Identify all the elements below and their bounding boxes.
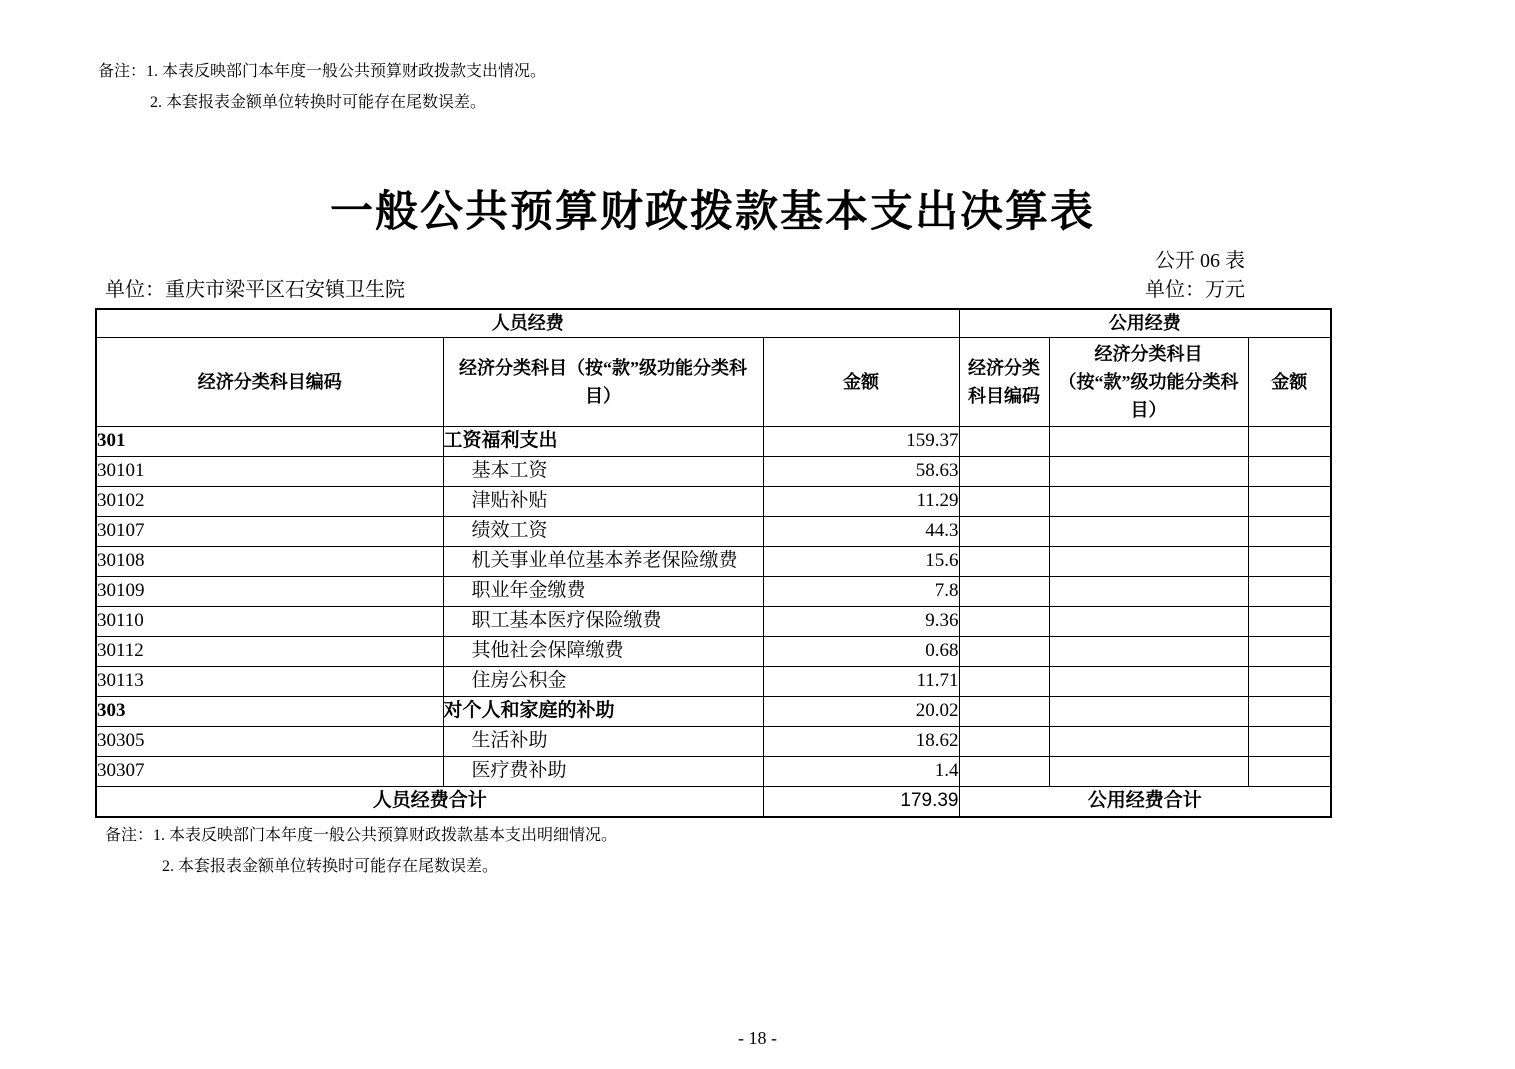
public-code-cell	[959, 636, 1049, 666]
public-amount-cell	[1248, 516, 1331, 546]
section-header-personnel: 人员经费	[96, 309, 959, 337]
row-code: 303	[96, 696, 443, 726]
table-row	[96, 516, 1331, 546]
table-row	[96, 456, 1331, 486]
row-code: 30102	[96, 486, 443, 516]
row-amount: 58.63	[763, 456, 959, 486]
public-item-cell	[1049, 696, 1248, 726]
row-item: 生活补助	[443, 726, 763, 756]
row-item: 对个人和家庭的补助	[443, 696, 763, 726]
public-amount-cell	[1248, 636, 1331, 666]
row-amount: 7.8	[763, 576, 959, 606]
table-section-header-row	[96, 309, 1331, 337]
table-row	[96, 666, 1331, 696]
row-code: 30109	[96, 576, 443, 606]
public-item-cell	[1049, 576, 1248, 606]
table-row	[96, 696, 1331, 726]
top-notes-label: 备注：	[98, 63, 147, 80]
public-amount-cell	[1248, 456, 1331, 486]
public-amount-cell	[1248, 576, 1331, 606]
row-code: 30107	[96, 516, 443, 546]
public-code-cell	[959, 606, 1049, 636]
budget-table	[95, 308, 1332, 818]
public-amount-cell	[1248, 726, 1331, 756]
public-code-cell	[959, 546, 1049, 576]
top-note-1-text: 1. 本表反映部门本年度一般公共预算财政拨款支出情况。	[146, 63, 547, 80]
row-item: 其他社会保障缴费	[443, 636, 763, 666]
row-code: 30307	[96, 756, 443, 786]
table-code: 公开 06 表	[1155, 250, 1245, 272]
public-amount-cell	[1248, 696, 1331, 726]
personnel-total-label: 人员经费合计	[96, 786, 763, 817]
document-page	[95, 0, 1330, 877]
row-amount: 159.37	[763, 426, 959, 456]
row-item: 机关事业单位基本养老保险缴费	[443, 546, 763, 576]
table-row	[96, 606, 1331, 636]
table-row	[96, 486, 1331, 516]
row-amount: 11.29	[763, 486, 959, 516]
row-amount: 0.68	[763, 636, 959, 666]
public-item-cell	[1049, 636, 1248, 666]
unit-organization: 单位：重庆市梁平区石安镇卫生院	[105, 279, 405, 301]
row-item: 职工基本医疗保险缴费	[443, 606, 763, 636]
public-amount-cell	[1248, 666, 1331, 696]
bottom-note-line-1	[105, 826, 1330, 846]
public-code-cell	[959, 516, 1049, 546]
public-code-cell	[959, 696, 1049, 726]
row-amount: 11.71	[763, 666, 959, 696]
row-amount: 18.62	[763, 726, 959, 756]
section-header-public: 公用经费	[959, 309, 1331, 337]
row-item: 基本工资	[443, 456, 763, 486]
row-code: 30305	[96, 726, 443, 756]
personnel-total-amount: 179.39	[763, 786, 959, 817]
public-item-cell	[1049, 726, 1248, 756]
row-item: 津贴补贴	[443, 486, 763, 516]
public-item-cell	[1049, 756, 1248, 786]
row-amount: 9.36	[763, 606, 959, 636]
public-amount-cell	[1248, 756, 1331, 786]
page-number: - 18 -	[738, 1028, 777, 1048]
row-code: 301	[96, 426, 443, 456]
public-amount-cell	[1248, 486, 1331, 516]
bottom-note-line-2: 2. 本套报表金额单位转换时可能存在尾数误差。	[162, 858, 499, 875]
row-item: 住房公积金	[443, 666, 763, 696]
public-code-cell	[959, 486, 1049, 516]
public-amount-cell	[1248, 546, 1331, 576]
row-item: 医疗费补助	[443, 756, 763, 786]
row-item: 职业年金缴费	[443, 576, 763, 606]
public-item-cell	[1049, 426, 1248, 456]
row-amount: 44.3	[763, 516, 959, 546]
row-amount: 20.02	[763, 696, 959, 726]
col-header-code: 经济分类科目编码	[96, 337, 443, 426]
public-code-cell	[959, 576, 1049, 606]
table-row	[96, 636, 1331, 666]
col-header-item: 经济分类科目（按“款”级功能分类科目）	[443, 337, 763, 426]
bottom-notes	[95, 826, 1330, 877]
col-header-amount: 金额	[763, 337, 959, 426]
row-item: 工资福利支出	[443, 426, 763, 456]
top-note-line-1	[98, 62, 1330, 82]
bottom-notes-label: 备注：	[105, 827, 154, 844]
bottom-note-1-text: 1. 本表反映部门本年度一般公共预算财政拨款基本支出明细情况。	[153, 827, 618, 844]
public-item-cell	[1049, 666, 1248, 696]
page-title: 一般公共预算财政拨款基本支出决算表	[330, 189, 1095, 236]
table-column-header-row	[96, 337, 1331, 426]
table-row	[96, 546, 1331, 576]
row-code: 30113	[96, 666, 443, 696]
col-header-public-item: 经济分类科目（按“款”级功能分类科目）	[1049, 337, 1248, 426]
public-amount-cell	[1248, 426, 1331, 456]
unit-line	[95, 277, 1330, 303]
row-code: 30110	[96, 606, 443, 636]
public-item-cell	[1049, 456, 1248, 486]
row-amount: 1.4	[763, 756, 959, 786]
public-item-cell	[1049, 546, 1248, 576]
row-item: 绩效工资	[443, 516, 763, 546]
col-header-public-code: 经济分类科目编码	[959, 337, 1049, 426]
public-code-cell	[959, 426, 1049, 456]
table-row	[96, 726, 1331, 756]
top-note-line-2: 2. 本套报表金额单位转换时可能存在尾数误差。	[150, 94, 487, 111]
table-row	[96, 576, 1331, 606]
table-row	[96, 756, 1331, 786]
row-amount: 15.6	[763, 546, 959, 576]
col-header-public-amount: 金额	[1248, 337, 1331, 426]
public-code-cell	[959, 456, 1049, 486]
row-code: 30112	[96, 636, 443, 666]
row-code: 30101	[96, 456, 443, 486]
row-code: 30108	[96, 546, 443, 576]
public-code-cell	[959, 726, 1049, 756]
public-amount-cell	[1248, 606, 1331, 636]
public-total-label: 公用经费合计	[959, 786, 1331, 817]
top-notes	[95, 0, 1330, 113]
unit-currency: 单位：万元	[1145, 279, 1245, 301]
table-total-row	[96, 786, 1331, 817]
public-item-cell	[1049, 486, 1248, 516]
table-row	[96, 426, 1331, 456]
public-item-cell	[1049, 516, 1248, 546]
public-item-cell	[1049, 606, 1248, 636]
public-code-cell	[959, 666, 1049, 696]
public-code-cell	[959, 756, 1049, 786]
